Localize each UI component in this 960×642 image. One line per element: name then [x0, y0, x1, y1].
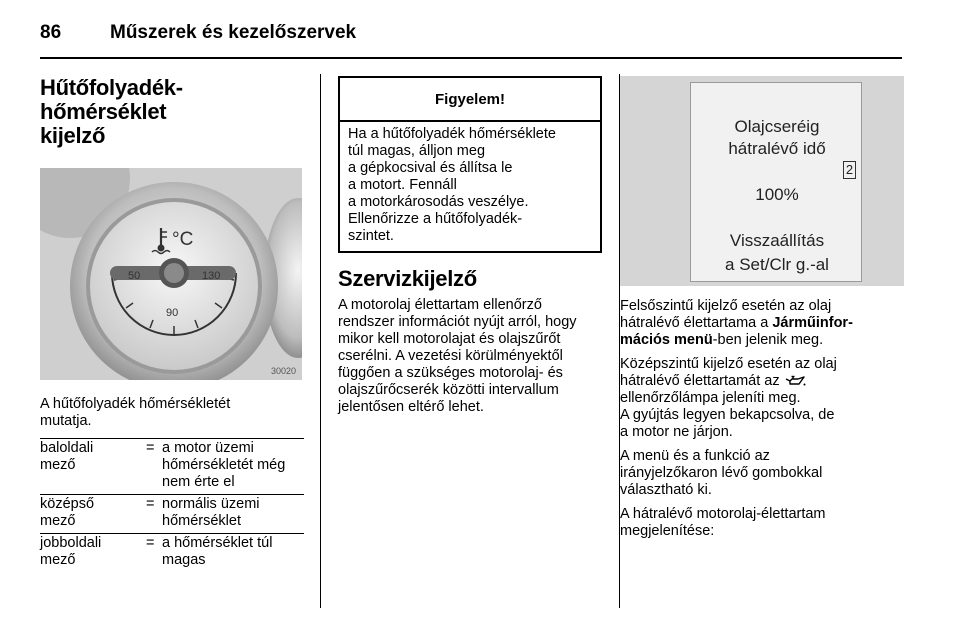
oil-life-display-figure: [620, 76, 904, 286]
coolant-gauge-figure: [40, 168, 302, 380]
oil-can-icon: [784, 375, 806, 387]
oil-life-display-screen: [690, 82, 862, 282]
gauge-caption: A hűtőfolyadék hőmérsékletét mutatja.: [40, 396, 231, 429]
gauge-legend-table: [40, 438, 304, 569]
display-line-5: a Set/Clr g.-al: [725, 255, 829, 274]
service-section-title: Szervizkijelző: [338, 266, 477, 291]
legend-row: jobboldali mező = a hőmérséklet túl magas: [40, 533, 304, 569]
left-column: [40, 76, 304, 572]
paragraph-oil-life-display: A hátralévő motorolaj-élettartam megjelenítése:: [620, 506, 826, 539]
page-header: [40, 18, 920, 58]
display-line-1: Olajcseréig: [734, 117, 820, 136]
gauge-min-label: 50: [128, 270, 141, 282]
right-column: [620, 76, 904, 540]
page-number: 86: [40, 22, 62, 43]
middle-column: [338, 76, 602, 416]
header-rule: [40, 57, 902, 59]
right-column-text: [620, 298, 904, 540]
gauge-max-label: 130: [202, 270, 221, 282]
display-percent: 100%: [755, 185, 799, 204]
display-line-4: Visszaállítás: [729, 231, 825, 250]
warning-text: Ha a hűtőfolyadék hőmérséklete túl magas, álljon meg a gépkocsival és állítsa le a motort. Fennáll a motorkárosodás veszélye. Ellenőrizze a hűtőfolyadék- szintet.: [348, 126, 556, 244]
paragraph-mid-display: Középszintű kijelző esetén az olaj hátralévő élettartamát az ellenőrzőlámpa jeleníti meg. A gyújtás legyen bekapcsolva, de a motor ne járjon.: [620, 356, 837, 440]
warning-box: [338, 76, 602, 253]
service-description: A motorolaj élettartam ellenőrző rendszer információt nyújt arról, hogy mikor kell motorolajat és olajszűrőt cserélni. A vezetési körülményektől függően a szükséges motorolaj- és olajszűrőcserék közötti intervallum jelentősen eltérő lehet.: [338, 297, 577, 415]
coolant-gauge-illustration: [40, 168, 302, 380]
legend-row: középső mező = normális üzemi hőmérséklet: [40, 494, 304, 530]
display-page-badge: 2: [843, 161, 856, 179]
paragraph-menu-selection: A menü és a funkció az irányjelzőkaron lévő gombokkal választható ki.: [620, 448, 823, 498]
figure-code: 30020: [270, 366, 296, 376]
warning-heading: Figyelem!: [340, 78, 600, 122]
coolant-section-title: Hűtőfolyadék-hőmérséklet kijelző: [40, 75, 183, 148]
gauge-unit-label: °C: [172, 229, 194, 250]
legend-row: baloldali mező = a motor üzemi hőmérsékletét még nem érte el: [40, 438, 304, 491]
chapter-title: Műszerek és kezelőszervek: [110, 22, 357, 43]
paragraph-upper-display: Felsőszintű kijelző esetén az olaj hátralévő élettartama a Járműinfor- mációs menü-ben jelenik meg.: [620, 298, 853, 348]
column-divider-left: [320, 74, 321, 608]
gauge-mid-label: 90: [166, 307, 179, 319]
display-line-2: hátralévő idő: [728, 139, 826, 158]
